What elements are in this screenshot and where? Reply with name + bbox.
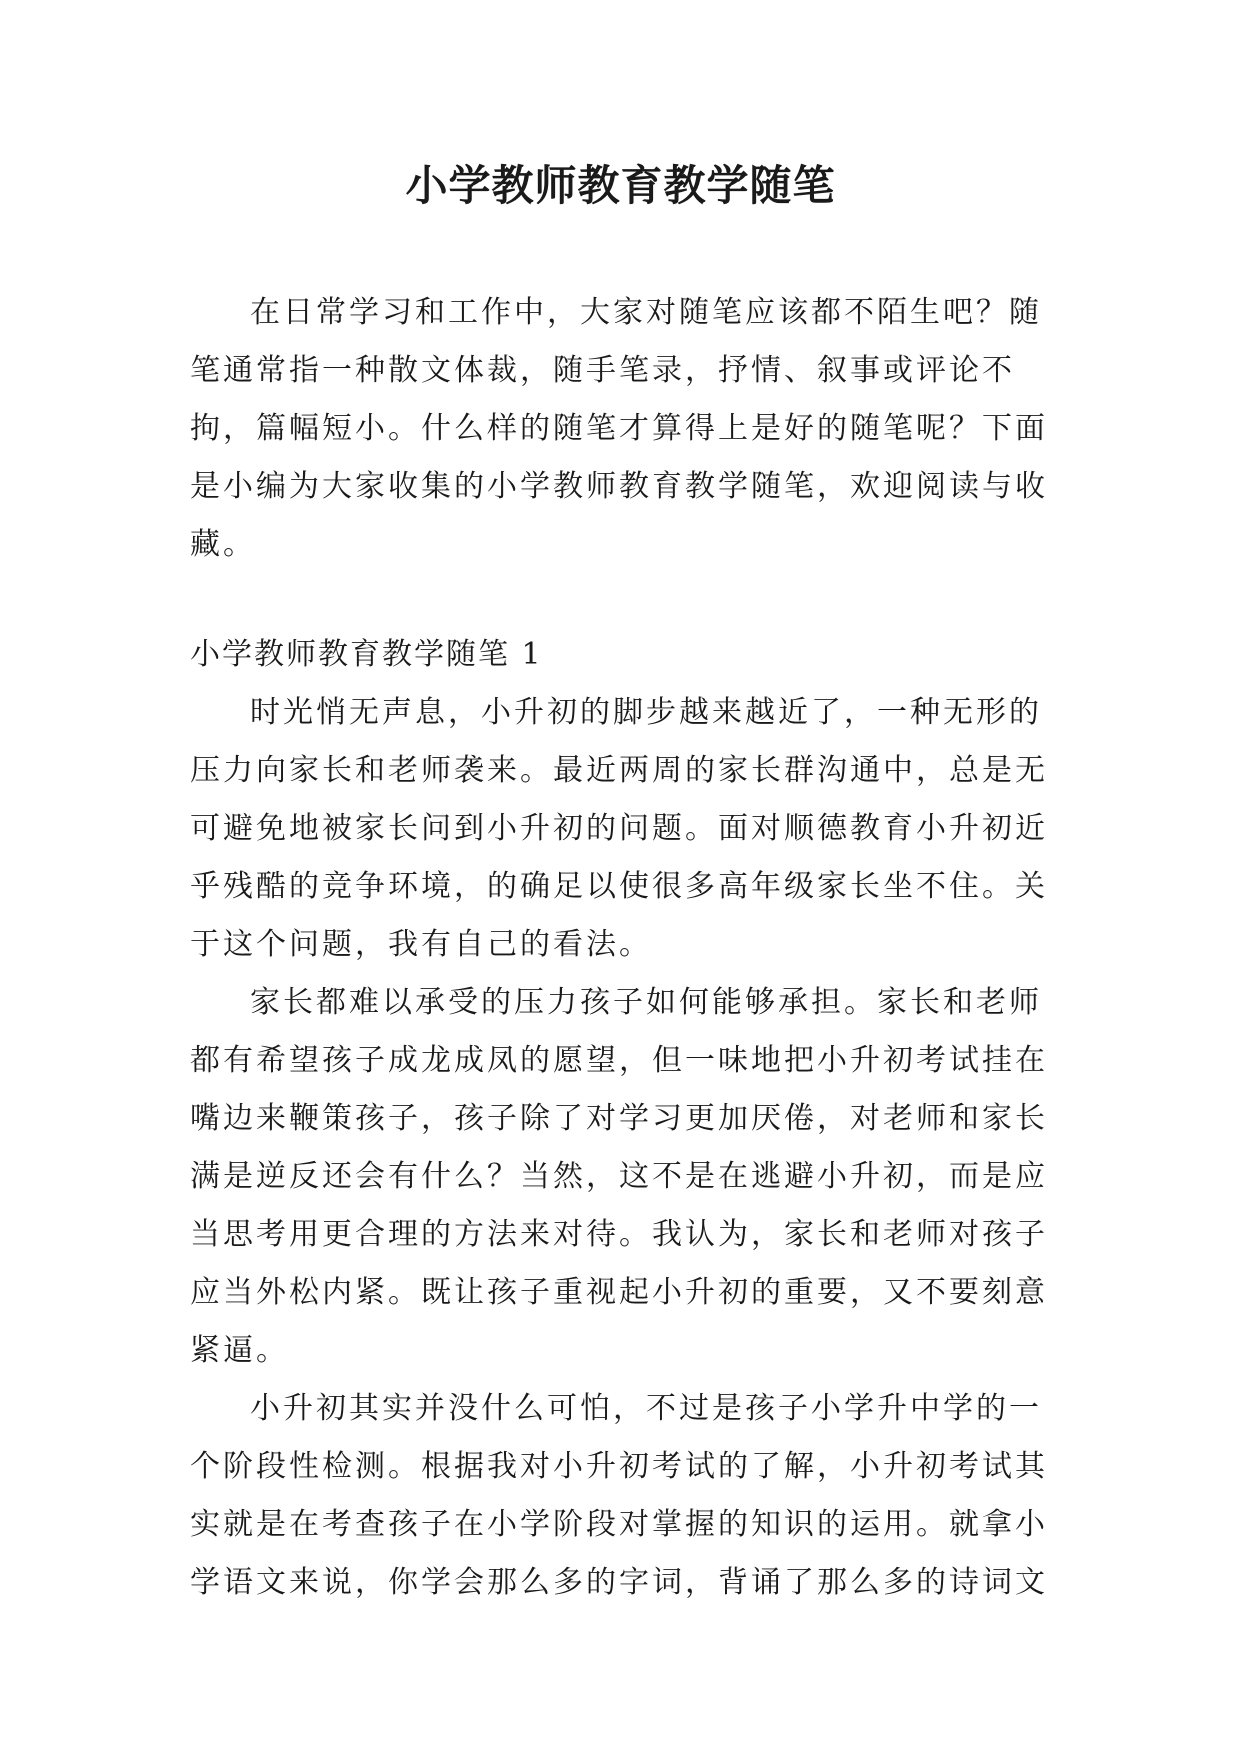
body-paragraph: 小升初其实并没什么可怕，不过是孩子小学升中学的一个阶段性检测。根据我对小升初考试的了解，小升初考试其实就是在考查孩子在小学阶段对掌握的知识的运用。就拿小学语文来说，你学会那么多的字词，背诵了那么多的诗词文 <box>190 1391 1048 1600</box>
body-paragraph: 家长都难以承受的压力孩子如何能够承担。家长和老师都有希望孩子成龙成凤的愿望，但一味地把小升初考试挂在嘴边来鞭策孩子，孩子除了对学习更加厌倦，对老师和家长满是逆反还会有什么？当然，这不是在逃避小升初，而是应当思考用更合理的方法来对待。我认为，家长和老师对孩子应当外松内紧。既让孩子重视起小升初的重要，又不要刻意紧逼。 <box>190 985 1048 1368</box>
section-heading: 小学教师教育教学随笔 1 <box>190 637 543 672</box>
body-paragraph: 时光悄无声息，小升初的脚步越来越近了，一种无形的压力向家长和老师袭来。最近两周的家长群沟通中，总是无可避免地被家长问到小升初的问题。面对顺德教育小升初近乎残酷的竞争环境，的确足以使很多高年级家长坐不住。关于这个问题，我有自己的看法。 <box>190 695 1048 962</box>
intro-paragraph: 在日常学习和工作中，大家对随笔应该都不陌生吧？随笔通常指一种散文体裁，随手笔录，抒情、叙事或评论不拘，篇幅短小。什么样的随笔才算得上是好的随笔呢？下面是小编为大家收集的小学教师教育教学随笔，欢迎阅读与收藏。 <box>190 295 1048 562</box>
document-title: 小学教师教育教学随笔 <box>405 161 836 210</box>
document-body <box>190 284 1070 1612</box>
section-spacer <box>190 574 1070 626</box>
